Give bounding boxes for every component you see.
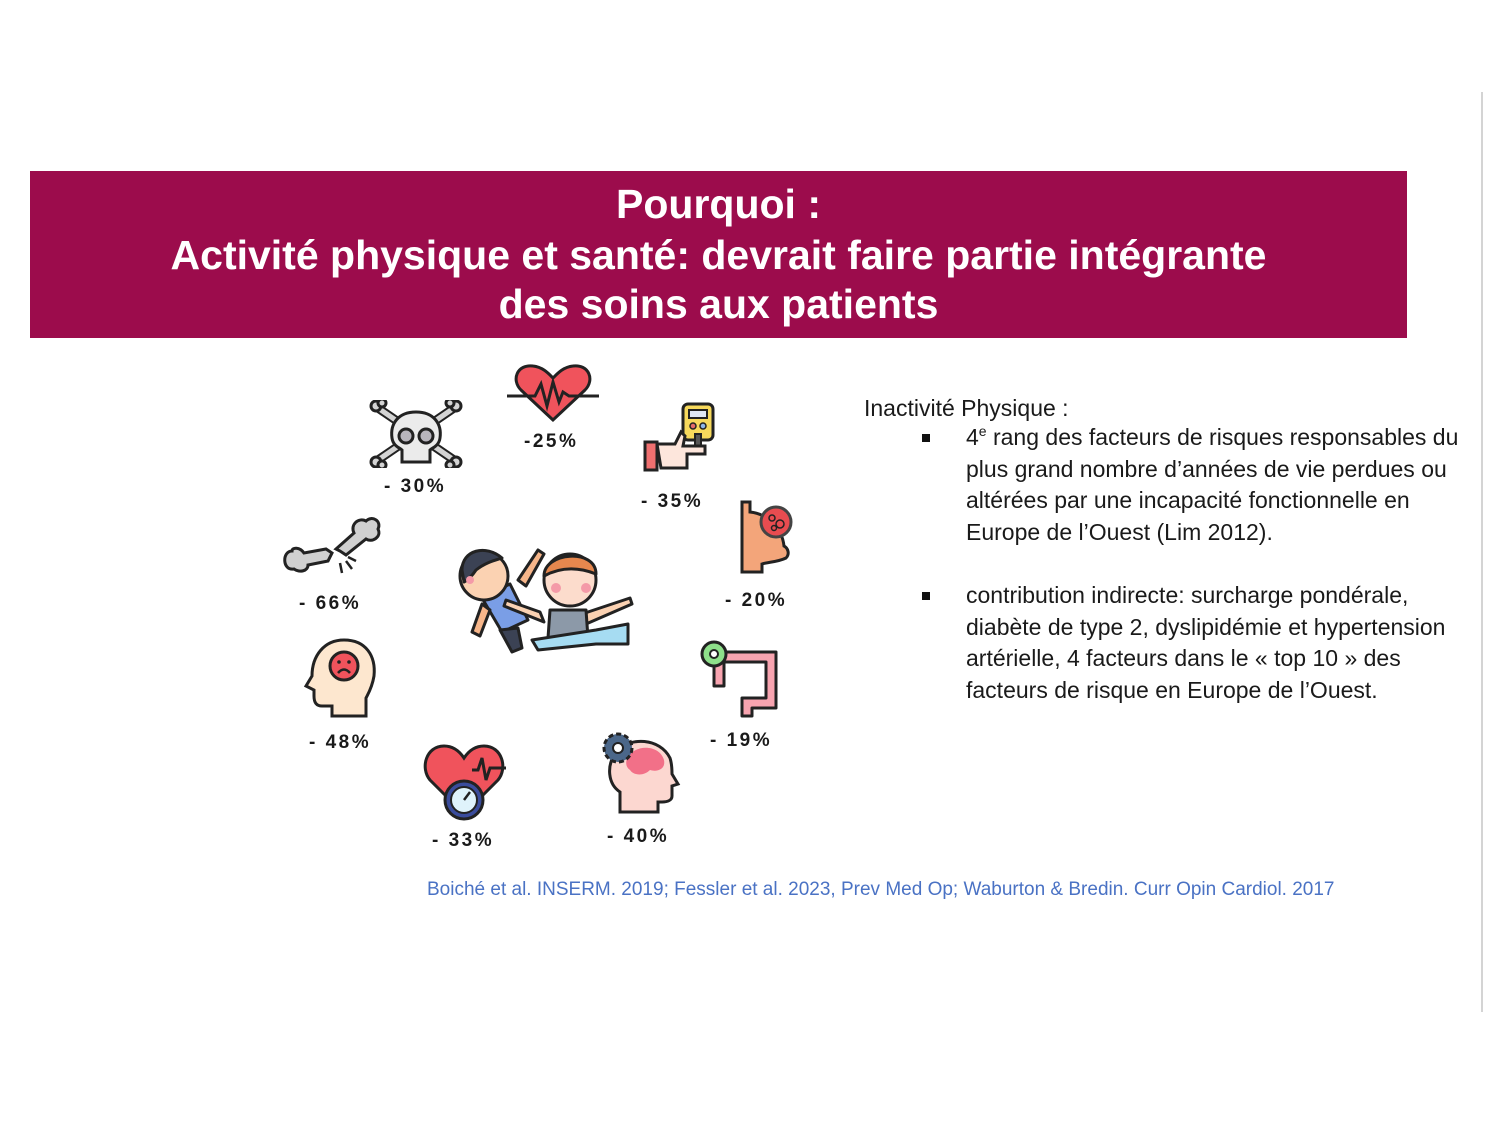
title-line-3: des soins aux patients <box>498 281 939 327</box>
stat-breast-cancer: - 20% <box>725 590 788 611</box>
breast-cancer-icon <box>738 500 796 574</box>
stat-mortality: - 30% <box>384 476 447 497</box>
stat-hypertension: - 33% <box>432 830 495 851</box>
text-heading: Inactivité Physique : <box>864 395 1069 421</box>
bullet-icon <box>922 434 930 442</box>
brain-gear-icon <box>600 730 682 816</box>
glucometer-hand-icon <box>643 402 719 476</box>
sad-head-icon <box>302 636 378 718</box>
colon-icon <box>700 638 786 718</box>
page-edge-divider <box>1481 92 1483 1012</box>
heart-rate-icon <box>505 362 601 424</box>
bullet-item-1: 4e rang des facteurs de risques responsables du plus grand nombre d’années de vie perdues ou altérées par une incapacité fonctionnelle en Europe de l’Ouest (Lim 2012). <box>966 423 1459 545</box>
skull-crossbones-icon <box>368 400 464 468</box>
stat-dementia: - 40% <box>607 826 670 847</box>
stat-colon-cancer: - 19% <box>710 730 773 751</box>
title-line-2: Activité physique et santé: devrait faire partie intégrante <box>170 232 1267 278</box>
title-banner <box>30 171 1407 338</box>
broken-bone-icon <box>282 515 382 581</box>
bullet-item-2: contribution indirecte: surcharge pondérale, diabète de type 2, dyslipidémie et hypertension artérielle, 4 facteurs dans le « top 10 » des facteurs de risque en Europe de l’Ouest. <box>966 582 1446 703</box>
heart-blood-pressure-icon <box>420 740 510 822</box>
stat-cardiovascular: -25% <box>524 431 579 452</box>
stat-diabetes: - 35% <box>641 491 704 512</box>
stat-depression: - 48% <box>309 732 372 753</box>
references: Boiché et al. INSERM. 2019; Fessler et al. 2023, Prev Med Op; Waburton & Bredin. Curr Opin Cardiol. 2017 <box>427 879 1335 900</box>
title-line-1: Pourquoi : <box>616 181 821 227</box>
stat-fracture: - 66% <box>299 593 362 614</box>
bullet-icon <box>922 592 930 600</box>
kids-exercising-icon <box>446 540 636 655</box>
